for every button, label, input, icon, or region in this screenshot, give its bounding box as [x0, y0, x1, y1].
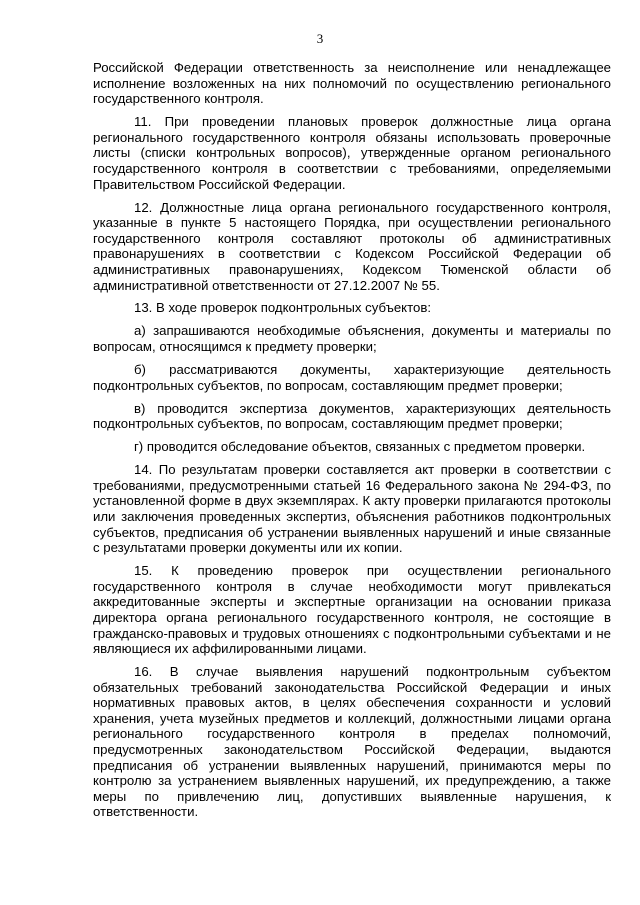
- document-body: [93, 60, 611, 820]
- paragraph-13-b: б) рассматриваются документы, характеризующие деятельность подконтрольных субъектов, по вопросам, составляющим предмет проверки;: [93, 362, 611, 393]
- page-number: 3: [316, 31, 324, 46]
- paragraph-15: 15. К проведению проверок при осуществлении регионального государственного контроля в случае необходимости могут привлекаться аккредитованные эксперты и экспертные организации на основании приказа директора органа регионального государственного контроля, не состоящие в гражданско-правовых и трудовых отношениях с подконтрольными субъектами и не являющиеся их аффилированными лицами.: [93, 563, 611, 657]
- paragraph-11: 11. При проведении плановых проверок должностные лица органа регионального государственного контроля обязаны использовать проверочные листы (списки контрольных вопросов), утвержденные органом регионального государственного контроля в соответствии с требованиями, определяемыми Правительством Российской Федерации.: [93, 114, 611, 192]
- paragraph-13-v: в) проводится экспертиза документов, характеризующих деятельность подконтрольных субъектов, по вопросам, составляющим предмет проверки;: [93, 400, 611, 432]
- paragraph-13: 13. В ходе проверок подконтрольных субъектов:: [134, 300, 432, 316]
- paragraph-16: 16. В случае выявления нарушений подконтрольным субъектом обязательных требований законодательства Российской Федерации и иных нормативных правовых актов, в целях обеспечения сохранности и условий хранения, учета музейных предметов и коллекций, должностными лицами органа регионального государственного контроля в пределах полномочий, предусмотренных законодательством Российской Федерации, выдаются предписания об устранении выявленных нарушений, принимаются меры по контролю за устранением выявленных нарушений, их предупреждению, а также меры по привлечению лиц, допустивших выявленные нарушения, к ответственности.: [93, 664, 611, 820]
- paragraph-continuation: Российской Федерации ответственность за неисполнение или ненадлежащее исполнение возложенных на них полномочий по осуществлению регионального государственного контроля.: [93, 60, 611, 107]
- paragraph-14: 14. По результатам проверки составляется акт проверки в соответствии с требованиями, предусмотренными статьей 16 Федерального закона № 294-ФЗ, по установленной форме в двух экземплярах. К акту проверки прилагаются протоколы или заключения проведенных экспертиз, объяснения работников подконтрольных субъектов, предписания об устранении выявленных нарушений и иные связанные с результатами проверки документы или их копии.: [93, 462, 611, 556]
- paragraph-13-g: г) проводится обследование объектов, связанных с предметом проверки.: [134, 439, 586, 455]
- paragraph-12: 12. Должностные лица органа регионального государственного контроля, указанные в пункте 5 настоящего Порядка, при осуществлении регионального государственного контроля составляют протоколы об административных правонарушениях в соответствии с Кодексом Российской Федерации об административных правонарушениях, Кодексом Тюменской области об административной ответственности от 27.12.2007 № 55.: [93, 199, 611, 293]
- paragraph-13-a: а) запрашиваются необходимые объяснения, документы и материалы по вопросам, относящимся к предмету проверки;: [93, 323, 611, 355]
